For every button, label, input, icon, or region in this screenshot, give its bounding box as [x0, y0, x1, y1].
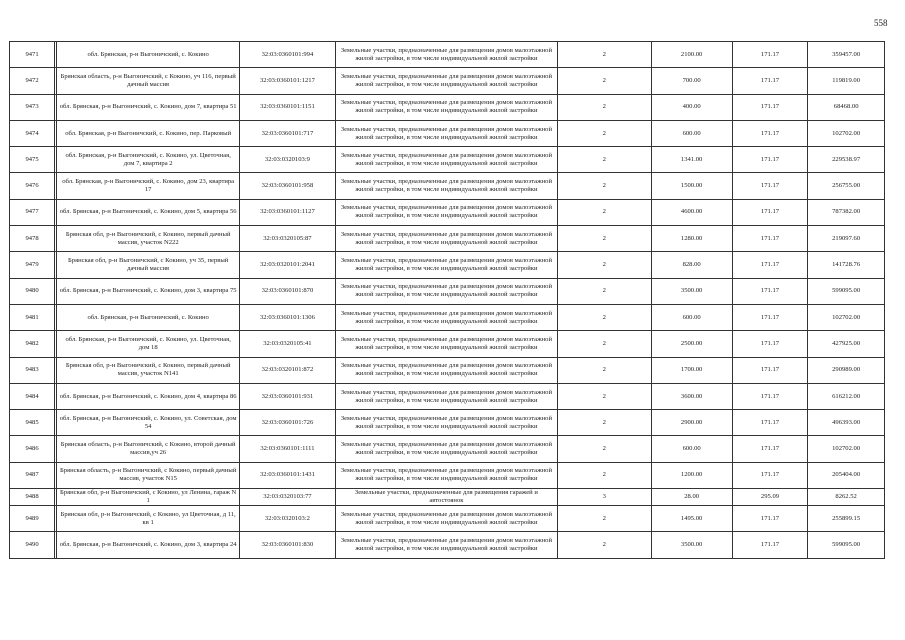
cadastral-value-cell: 8262.52 [808, 489, 885, 506]
cadastral-value-cell: 290989.00 [808, 357, 885, 383]
row-number-cell: 9474 [10, 120, 55, 146]
area-cell: 2900.00 [651, 410, 732, 436]
cadastral-number-cell: 32:03:0360101:958 [240, 173, 336, 199]
group-number-cell: 2 [557, 278, 651, 304]
land-category-cell: Земельные участки, предназначенные для размещения домов малоэтажной жилой застройки, в том числе индивидуальной жилой застройки [335, 383, 557, 409]
group-number-cell: 2 [557, 462, 651, 488]
land-category-cell: Земельные участки, предназначенные для размещения домов малоэтажной жилой застройки, в том числе индивидуальной жилой застройки [335, 226, 557, 252]
group-number-cell: 3 [557, 489, 651, 506]
land-category-cell: Земельные участки, предназначенные для размещения домов малоэтажной жилой застройки, в том числе индивидуальной жилой застройки [335, 94, 557, 120]
cadastral-number-cell: 32:03:0360101:994 [240, 42, 336, 68]
cadastral-value-cell: 359457.00 [808, 42, 885, 68]
cadastral-value-cell: 255899.15 [808, 506, 885, 532]
row-number-cell: 9489 [10, 506, 55, 532]
group-number-cell: 2 [557, 199, 651, 225]
land-category-cell: Земельные участки, предназначенные для размещения домов малоэтажной жилой застройки, в том числе индивидуальной жилой застройки [335, 304, 557, 330]
land-category-cell: Земельные участки, предназначенные для размещения гаражей и автостоянок [335, 489, 557, 506]
specific-value-cell: 171.17 [732, 331, 808, 357]
table-row [10, 173, 885, 199]
specific-value-cell: 171.17 [732, 147, 808, 173]
cadastral-value-cell: 119819.00 [808, 68, 885, 94]
specific-value-cell: 171.17 [732, 278, 808, 304]
land-category-cell: Земельные участки, предназначенные для размещения домов малоэтажной жилой застройки, в том числе индивидуальной жилой застройки [335, 436, 557, 462]
area-cell: 600.00 [651, 120, 732, 146]
area-cell: 700.00 [651, 68, 732, 94]
table-row [10, 42, 885, 68]
address-cell: обл. Брянская, р-н Выгоничский, с. Кокино, пер. Парковый [57, 120, 240, 146]
table-row [10, 252, 885, 278]
land-category-cell: Земельные участки, предназначенные для размещения домов малоэтажной жилой застройки, в том числе индивидуальной жилой застройки [335, 506, 557, 532]
land-category-cell: Земельные участки, предназначенные для размещения домов малоэтажной жилой застройки, в том числе индивидуальной жилой застройки [335, 410, 557, 436]
cadastral-value-cell: 102702.00 [808, 120, 885, 146]
table-row [10, 199, 885, 225]
cadastral-number-cell: 32:03:0320103:2 [240, 506, 336, 532]
cadastral-value-table [9, 41, 885, 559]
specific-value-cell: 171.17 [732, 42, 808, 68]
group-number-cell: 2 [557, 532, 651, 558]
specific-value-cell: 171.17 [732, 357, 808, 383]
area-cell: 1500.00 [651, 173, 732, 199]
table-row [10, 383, 885, 409]
table-row [10, 278, 885, 304]
table-row [10, 436, 885, 462]
land-category-cell: Земельные участки, предназначенные для размещения домов малоэтажной жилой застройки, в том числе индивидуальной жилой застройки [335, 68, 557, 94]
table-row [10, 94, 885, 120]
group-number-cell: 2 [557, 304, 651, 330]
group-number-cell: 2 [557, 120, 651, 146]
area-cell: 828.00 [651, 252, 732, 278]
row-number-cell: 9485 [10, 410, 55, 436]
cadastral-number-cell: 32:03:0320103:9 [240, 147, 336, 173]
cadastral-number-cell: 32:03:0360101:931 [240, 383, 336, 409]
address-cell: обл. Брянская, р-н Выгоничский, с. Кокино [57, 42, 240, 68]
land-category-cell: Земельные участки, предназначенные для размещения домов малоэтажной жилой застройки, в том числе индивидуальной жилой застройки [335, 252, 557, 278]
row-number-cell: 9478 [10, 226, 55, 252]
page-number: 558 [874, 18, 888, 28]
group-number-cell: 2 [557, 436, 651, 462]
address-cell: Брянская обл, р-н Выгоничский, с Кокино, ул Цветочная, д 11, кв 1 [57, 506, 240, 532]
cadastral-number-cell: 32:03:0320105:87 [240, 226, 336, 252]
table-row [10, 357, 885, 383]
cadastral-value-cell: 102702.00 [808, 436, 885, 462]
specific-value-cell: 171.17 [732, 68, 808, 94]
table-row [10, 147, 885, 173]
group-number-cell: 2 [557, 173, 651, 199]
table-row [10, 68, 885, 94]
specific-value-cell: 171.17 [732, 173, 808, 199]
address-cell: Брянская область, р-н Выгоничский, с Кокино, второй дачный массив,уч 26 [57, 436, 240, 462]
table-row [10, 120, 885, 146]
cadastral-value-cell: 102702.00 [808, 304, 885, 330]
address-cell: Брянская обл, р-н Выгоничский, с Кокино, первый дачный массив, участок N141 [57, 357, 240, 383]
cadastral-value-cell: 599095.00 [808, 532, 885, 558]
row-number-cell: 9479 [10, 252, 55, 278]
cadastral-value-cell: 427925.00 [808, 331, 885, 357]
area-cell: 1280.00 [651, 226, 732, 252]
table-row [10, 506, 885, 532]
area-cell: 3600.00 [651, 383, 732, 409]
area-cell: 2500.00 [651, 331, 732, 357]
address-cell: Брянская область, р-н Выгоничский, с Кокино, уч 116, первый дачный массив [57, 68, 240, 94]
cadastral-number-cell: 32:03:0360101:726 [240, 410, 336, 436]
land-category-cell: Земельные участки, предназначенные для размещения домов малоэтажной жилой застройки, в том числе индивидуальной жилой застройки [335, 120, 557, 146]
cadastral-value-cell: 616212.00 [808, 383, 885, 409]
address-cell: Брянская обл, р-н Выгоничский, с Кокино, первый дачный массив, участок N222 [57, 226, 240, 252]
specific-value-cell: 171.17 [732, 436, 808, 462]
cadastral-number-cell: 32:03:0360101:870 [240, 278, 336, 304]
group-number-cell: 2 [557, 94, 651, 120]
specific-value-cell: 171.17 [732, 383, 808, 409]
land-category-cell: Земельные участки, предназначенные для размещения домов малоэтажной жилой застройки, в том числе индивидуальной жилой застройки [335, 532, 557, 558]
cadastral-number-cell: 32:03:0360101:1151 [240, 94, 336, 120]
area-cell: 4600.00 [651, 199, 732, 225]
area-cell: 3500.00 [651, 532, 732, 558]
group-number-cell: 2 [557, 410, 651, 436]
row-number-cell: 9487 [10, 462, 55, 488]
row-number-cell: 9483 [10, 357, 55, 383]
land-category-cell: Земельные участки, предназначенные для размещения домов малоэтажной жилой застройки, в том числе индивидуальной жилой застройки [335, 331, 557, 357]
area-cell: 600.00 [651, 436, 732, 462]
land-category-cell: Земельные участки, предназначенные для размещения домов малоэтажной жилой застройки, в том числе индивидуальной жилой застройки [335, 42, 557, 68]
table-row [10, 532, 885, 558]
cadastral-number-cell: 32:03:0360101:1127 [240, 199, 336, 225]
table-row [10, 226, 885, 252]
row-number-cell: 9477 [10, 199, 55, 225]
area-cell: 3500.00 [651, 278, 732, 304]
cadastral-number-cell: 32:03:0360101:1431 [240, 462, 336, 488]
specific-value-cell: 171.17 [732, 252, 808, 278]
address-cell: обл. Брянская, р-н Выгоничский, с. Кокино, ул. Цветочная, дом 18 [57, 331, 240, 357]
table-row [10, 489, 885, 506]
group-number-cell: 2 [557, 226, 651, 252]
land-category-cell: Земельные участки, предназначенные для размещения домов малоэтажной жилой застройки, в том числе индивидуальной жилой застройки [335, 278, 557, 304]
row-number-cell: 9473 [10, 94, 55, 120]
address-cell: обл. Брянская, р-н Выгоничский, с. Кокино, ул. Цветочная, дом 7, квартира 2 [57, 147, 240, 173]
cadastral-value-cell: 205404.00 [808, 462, 885, 488]
address-cell: обл. Брянская, р-н Выгоничский, с. Кокино, дом 3, квартира 75 [57, 278, 240, 304]
table-row [10, 410, 885, 436]
group-number-cell: 2 [557, 68, 651, 94]
group-number-cell: 2 [557, 331, 651, 357]
address-cell: обл. Брянская, р-н Выгоничский, с. Кокино, дом 3, квартира 24 [57, 532, 240, 558]
cadastral-value-cell: 496393.00 [808, 410, 885, 436]
area-cell: 2100.00 [651, 42, 732, 68]
land-category-cell: Земельные участки, предназначенные для размещения домов малоэтажной жилой застройки, в том числе индивидуальной жилой застройки [335, 462, 557, 488]
row-number-cell: 9490 [10, 532, 55, 558]
group-number-cell: 2 [557, 383, 651, 409]
land-category-cell: Земельные участки, предназначенные для размещения домов малоэтажной жилой застройки, в том числе индивидуальной жилой застройки [335, 199, 557, 225]
group-number-cell: 2 [557, 506, 651, 532]
cadastral-value-cell: 219097.60 [808, 226, 885, 252]
specific-value-cell: 171.17 [732, 532, 808, 558]
cadastral-number-cell: 32:03:0360101:1111 [240, 436, 336, 462]
address-cell: обл. Брянская, р-н Выгоничский, с. Кокино, дом 5, квартира 56 [57, 199, 240, 225]
cadastral-number-cell: 32:03:0320103:77 [240, 489, 336, 506]
area-cell: 1341.00 [651, 147, 732, 173]
row-number-cell: 9482 [10, 331, 55, 357]
specific-value-cell: 171.17 [732, 410, 808, 436]
address-cell: обл. Брянская, р-н Выгоничский, с. Кокино, ул. Советская, дом 54 [57, 410, 240, 436]
cadastral-number-cell: 32:03:0360101:1217 [240, 68, 336, 94]
row-number-cell: 9475 [10, 147, 55, 173]
specific-value-cell: 171.17 [732, 462, 808, 488]
cadastral-number-cell: 32:03:0320105:41 [240, 331, 336, 357]
group-number-cell: 2 [557, 357, 651, 383]
area-cell: 1700.00 [651, 357, 732, 383]
cadastral-value-cell: 256755.00 [808, 173, 885, 199]
area-cell: 600.00 [651, 304, 732, 330]
specific-value-cell: 171.17 [732, 120, 808, 146]
cadastral-value-cell: 141728.76 [808, 252, 885, 278]
land-category-cell: Земельные участки, предназначенные для размещения домов малоэтажной жилой застройки, в том числе индивидуальной жилой застройки [335, 173, 557, 199]
cadastral-number-cell: 32:03:0360101:1306 [240, 304, 336, 330]
table-row [10, 462, 885, 488]
address-cell: Брянская обл, р-н Выгоничский, с Кокино, ул Ленина, гараж N 1 [57, 489, 240, 506]
specific-value-cell: 171.17 [732, 226, 808, 252]
cadastral-value-cell: 599095.00 [808, 278, 885, 304]
address-cell: обл. Брянская, р-н Выгоничский, с. Кокино, дом 7, квартира 51 [57, 94, 240, 120]
table-row [10, 331, 885, 357]
row-number-cell: 9472 [10, 68, 55, 94]
row-number-cell: 9481 [10, 304, 55, 330]
address-cell: Брянская обл, р-н Выгоничский, с Кокино, уч 35, первый дачный массив [57, 252, 240, 278]
specific-value-cell: 295.09 [732, 489, 808, 506]
specific-value-cell: 171.17 [732, 304, 808, 330]
group-number-cell: 2 [557, 147, 651, 173]
specific-value-cell: 171.17 [732, 94, 808, 120]
group-number-cell: 2 [557, 252, 651, 278]
cadastral-value-cell: 68468.00 [808, 94, 885, 120]
area-cell: 1495.00 [651, 506, 732, 532]
cadastral-number-cell: 32:03:0360101:830 [240, 532, 336, 558]
cadastral-value-cell: 787382.00 [808, 199, 885, 225]
address-cell: Брянская область, р-н Выгоничский, с Кокино, первый дачный массив, участок N15 [57, 462, 240, 488]
row-number-cell: 9480 [10, 278, 55, 304]
address-cell: обл. Брянская, р-н Выгоничский, с. Кокино, дом 23, квартира 17 [57, 173, 240, 199]
area-cell: 1200.00 [651, 462, 732, 488]
table-row [10, 304, 885, 330]
cadastral-value-cell: 229538.97 [808, 147, 885, 173]
area-cell: 28.00 [651, 489, 732, 506]
group-number-cell: 2 [557, 42, 651, 68]
address-cell: обл. Брянская, р-н Выгоничский, с. Кокино [57, 304, 240, 330]
cadastral-number-cell: 32:03:0320101:2041 [240, 252, 336, 278]
row-number-cell: 9471 [10, 42, 55, 68]
row-number-cell: 9476 [10, 173, 55, 199]
row-number-cell: 9484 [10, 383, 55, 409]
row-number-cell: 9488 [10, 489, 55, 506]
land-category-cell: Земельные участки, предназначенные для размещения домов малоэтажной жилой застройки, в том числе индивидуальной жилой застройки [335, 147, 557, 173]
address-cell: обл. Брянская, р-н Выгоничский, с. Кокино, дом 4, квартира 86 [57, 383, 240, 409]
cadastral-number-cell: 32:03:0320101:872 [240, 357, 336, 383]
specific-value-cell: 171.17 [732, 506, 808, 532]
land-category-cell: Земельные участки, предназначенные для размещения домов малоэтажной жилой застройки, в том числе индивидуальной жилой застройки [335, 357, 557, 383]
specific-value-cell: 171.17 [732, 199, 808, 225]
row-number-cell: 9486 [10, 436, 55, 462]
cadastral-number-cell: 32:03:0360101:717 [240, 120, 336, 146]
area-cell: 400.00 [651, 94, 732, 120]
